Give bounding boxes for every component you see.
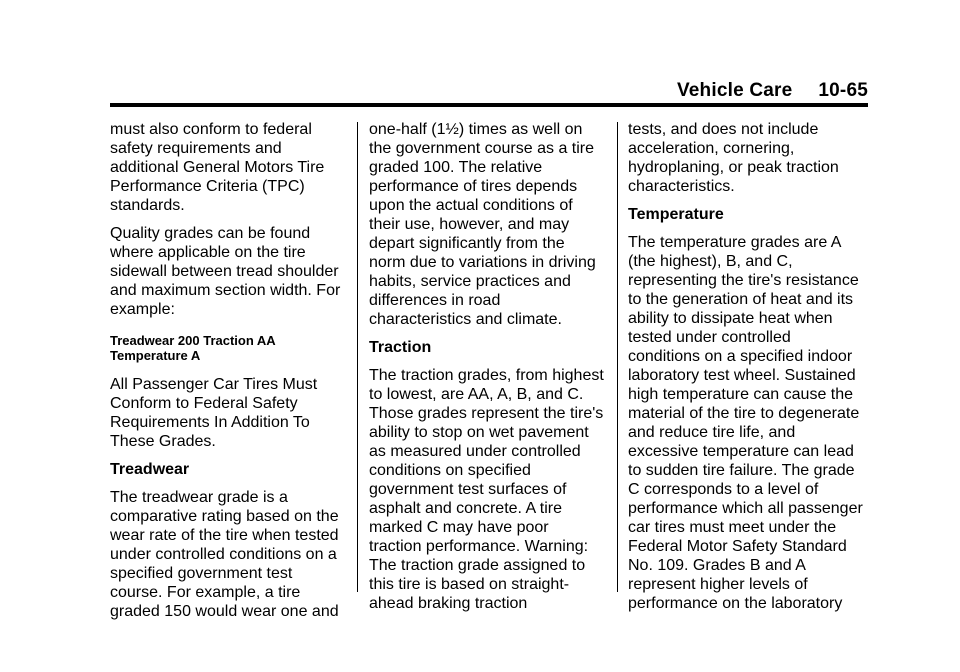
paragraph-conform: All Passenger Car Tires Must Conform to Federal Safety Requirements In Addition To These Grades. <box>110 376 318 450</box>
column-divider-1 <box>357 122 358 592</box>
column-2 <box>369 120 605 622</box>
column-divider-2 <box>617 122 618 592</box>
section-title: Vehicle Care <box>676 80 793 101</box>
paragraph-traction: The traction grades, from highest to lowest, are AA, A, B, and C. Those grades represent the tire's ability to stop on wet pavement as measured under controlled conditions on specified government test surfaces of asphalt and concrete. A tire marked C may have poor traction performance. Warning: The traction grade assigned to this tire is based on straight-ahead braking traction <box>369 367 604 612</box>
page-header <box>677 80 868 102</box>
example-grade: Treadwear 200 Traction AA Temperature A <box>110 333 276 363</box>
header-rule <box>110 103 868 107</box>
heading-temperature: Temperature <box>628 206 724 223</box>
paragraph-temperature: The temperature grades are A (the highest), B, and C, representing the tire's resistance to the generation of heat and its ability to dissipate heat when tested under controlled conditions on a specified indoor laboratory test wheel. Sustained high temperature can cause the material of the tire to degenerate and reduce tire life, and excessive temperature can lead to sudden tire failure. The grade C corresponds to a level of performance which all passenger car tires must meet under the Federal Motor Safety Standard No. 109. Grades B and A represent higher levels of performance on the laboratory <box>628 234 863 612</box>
column-1 <box>110 120 346 630</box>
column-3 <box>628 120 864 622</box>
paragraph-tpc: must also conform to federal safety requirements and additional General Motors Tire Performance Criteria (TPC) standards. <box>110 121 325 214</box>
paragraph-traction-cont: tests, and does not include acceleration, cornering, hydroplaning, or peak traction characteristics. <box>628 121 839 195</box>
paragraph-quality-grades: Quality grades can be found where applicable on the tire sidewall between tread shoulder and maximum section width. For example: <box>110 225 341 318</box>
paragraph-treadwear-cont: one-half (1½) times as well on the government course as a tire graded 100. The relative performance of tires depends upon the actual conditions of their use, however, and may depart significantly from the norm due to variations in driving habits, service practices and differences in road characteristics and climate. <box>369 121 596 328</box>
page-number: 10-65 <box>818 80 868 101</box>
paragraph-treadwear: The treadwear grade is a comparative rating based on the wear rate of the tire when tested under controlled conditions on a specified government test course. For example, a tire graded 150 would wear one and <box>110 489 339 620</box>
heading-treadwear: Treadwear <box>110 461 190 478</box>
heading-traction: Traction <box>369 339 432 356</box>
